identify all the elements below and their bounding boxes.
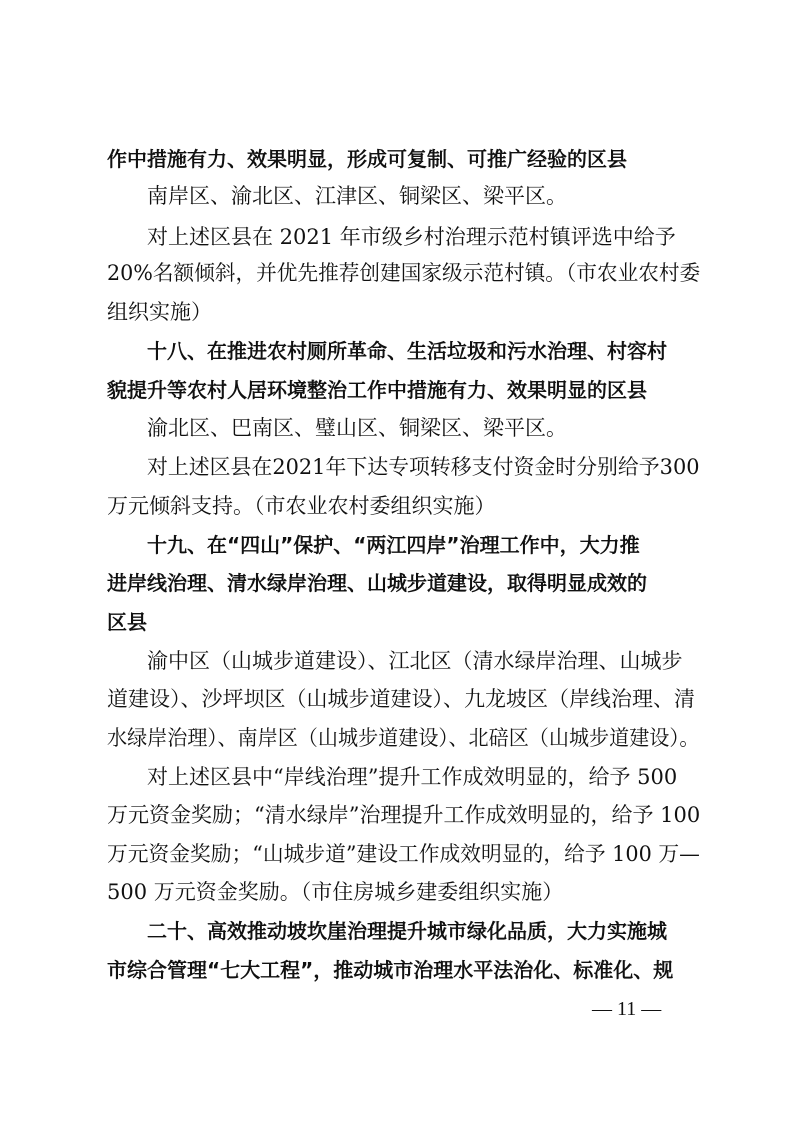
district-list-19-line3: 水绿岸治理）、南岸区（山城步道建设）、北碚区（山城步道建设）。 [107,726,700,750]
heading-19-line1: 十九、在“四山”保护、“两江四岸”治理工作中，大力推 [147,533,640,557]
body-text-18-line2: 万元倾斜支持。（市农业农村委组织实施） [107,494,496,518]
body-text-19-line1: 对上述区县中“岸线治理”提升工作成效明显的，给予 500 [147,765,678,789]
heading-19-line3: 区县 [107,610,147,634]
body-text-19-line2: 万元资金奖励；“清水绿岸”治理提升工作成效明显的，给予 100 [107,803,701,827]
heading-20-line1: 二十、高效推动坡坎崖治理提升城市绿化品质，大力实施城 [147,919,667,943]
heading-18-line2: 貌提升等农村人居环境整治工作中措施有力、效果明显的区县 [107,378,647,402]
body-text-17-line3: 组织实施） [107,300,212,324]
body-text-17-line2: 20%名额倾斜，并优先推荐创建国家级示范村镇。（市农业农村委 [107,261,701,285]
body-text-18-line1: 对上述区县在2021年下达专项转移支付资金时分别给予300 [147,455,700,479]
heading-20-line2: 市综合管理“七大工程”，推动城市治理水平法治化、标准化、规 [107,958,674,982]
heading-17-continuation: 作中措施有力、效果明显，形成可复制、可推广经验的区县 [107,147,627,171]
district-list-18: 渝北区、巴南区、璧山区、铜梁区、梁平区。 [147,416,567,440]
heading-18-line1: 十八、在推进农村厕所革命、生活垃圾和污水治理、村容村 [147,339,667,363]
body-text-19-line4: 500 万元资金奖励。（市住房城乡建委组织实施） [107,880,564,904]
district-list-17: 南岸区、渝北区、江津区、铜梁区、梁平区。 [147,184,567,208]
page-number: — 11 — [592,998,662,1020]
heading-19-line2: 进岸线治理、清水绿岸治理、山城步道建设，取得明显成效的 [107,571,647,595]
district-list-19-line1: 渝中区（山城步道建设）、江北区（清水绿岸治理、山城步 [147,649,683,673]
district-list-19-line2: 道建设）、沙坪坝区（山城步道建设）、九龙坡区（岸线治理、清 [107,687,695,711]
body-text-17-line1: 对上述区县在 2021 年市级乡村治理示范村镇评选中给予 [147,225,676,249]
body-text-19-line3: 万元资金奖励；“山城步道”建设工作成效明显的，给予 100 万— [107,842,700,866]
